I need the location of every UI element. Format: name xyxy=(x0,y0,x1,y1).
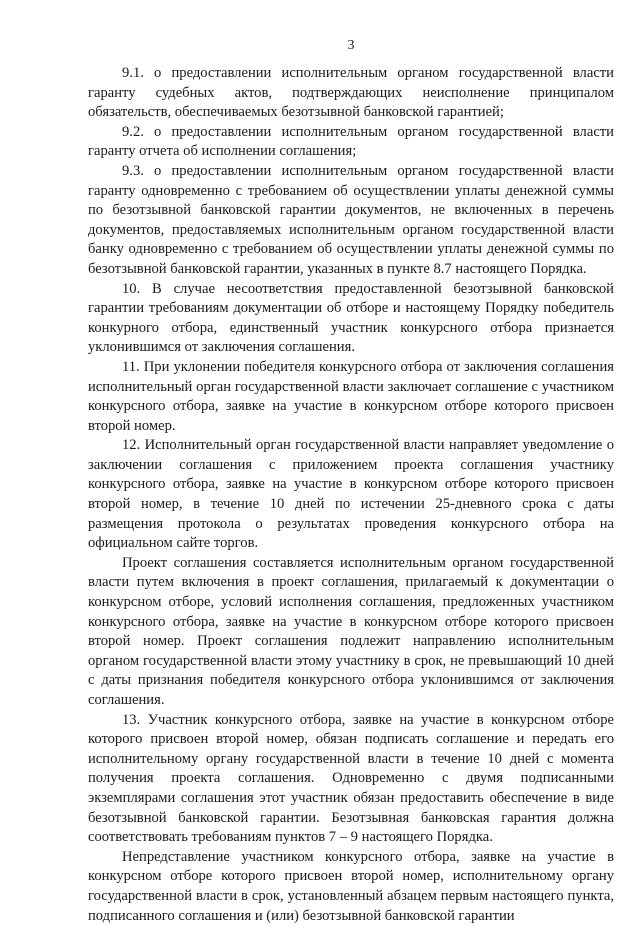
paragraph-12-draft: Проект соглашения составляется исполнительным органом государственной власти путем включения в проект соглашения, прилагаемый к документации о конкурсном отборе, условий исполнения соглашения, предложенных участником конкурсного отбора, заявке на участие в конкурсном отборе которого присвоен второй номер. Проект соглашения подлежит направлению исполнительным органом государственной власти этому участнику в срок, не превышающий 10 дней с даты признания победителя конкурсного отбора уклонившимся от заключения соглашения. xyxy=(88,554,614,708)
paragraph-13-failure: Непредставление участником конкурсного отбора, заявке на участие в конкурсном отборе которого присвоен второй номер, исполнительному органу государственной власти в срок, установленный абзацем первым настоящего пункта, подписанного соглашения и (или) безотзывной банковской гарантии xyxy=(88,848,614,924)
paragraph-9-1: 9.1. о предоставлении исполнительным органом государственной власти гаранту судебных актов, подтверждающих неисполнение принципалом обязательств, обеспечиваемых безотзывной банковской гарантией; xyxy=(88,65,614,121)
paragraph-10: 10. В случае несоответствия предоставленной безотзывной банковской гарантии требованиям документации об отборе и настоящему Порядку победитель конкурного отбора, единственный участник конкурсного отбора признается уклонившимся от заключения соглашения. xyxy=(88,280,614,356)
paragraph-12: 12. Исполнительный орган государственной власти направляет уведомление о заключении соглашения с приложением проекта соглашения участнику конкурсного отбора, заявке на участие в конкурсном отборе которого присвоен второй номер, в течение 10 дней по истечении 25-дневного срока с даты размещения протокола о результатах проведения конкурсного отбора на официальном сайте торгов. xyxy=(88,437,614,552)
paragraph-13: 13. Участник конкурсного отбора, заявке на участие в конкурсном отборе которого присвоен второй номер, обязан подписать соглашение и передать его исполнительному органу государственной власти в течение 10 дней с момента получения проекта соглашения. Одновременно с двумя подписанными экземплярами соглашения этот участник обязан предоставить обеспечение в виде безотзывной банковской гарантии. Безотзывная банковская гарантия должна соответствовать требованиям пунктов 7 – 9 настоящего Порядка. xyxy=(88,711,614,846)
page-number: 3 xyxy=(347,38,355,53)
paragraph-9-3: 9.3. о предоставлении исполнительным органом государственной власти гаранту одновременно с требованием об осуществлении уплаты денежной суммы по безотзывной банковской гарантии документов, не включенных в перечень документов, предоставляемых исполнительным органом государственной власти банку одновременно с требованием об осуществлении уплаты денежной суммы по безотзывной банковской гарантии, указанных в пункте 8.7 настоящего Порядка. xyxy=(88,162,614,277)
paragraph-9-2: 9.2. о предоставлении исполнительным органом государственной власти гаранту отчета об исполнении соглашения; xyxy=(88,123,614,160)
paragraph-11: 11. При уклонении победителя конкурсного отбора от заключения соглашения исполнительный орган государственной власти заключает соглашение с участником конкурсного отбора, заявке на участие в конкурсном отборе которого присвоен второй номер. xyxy=(88,358,614,434)
